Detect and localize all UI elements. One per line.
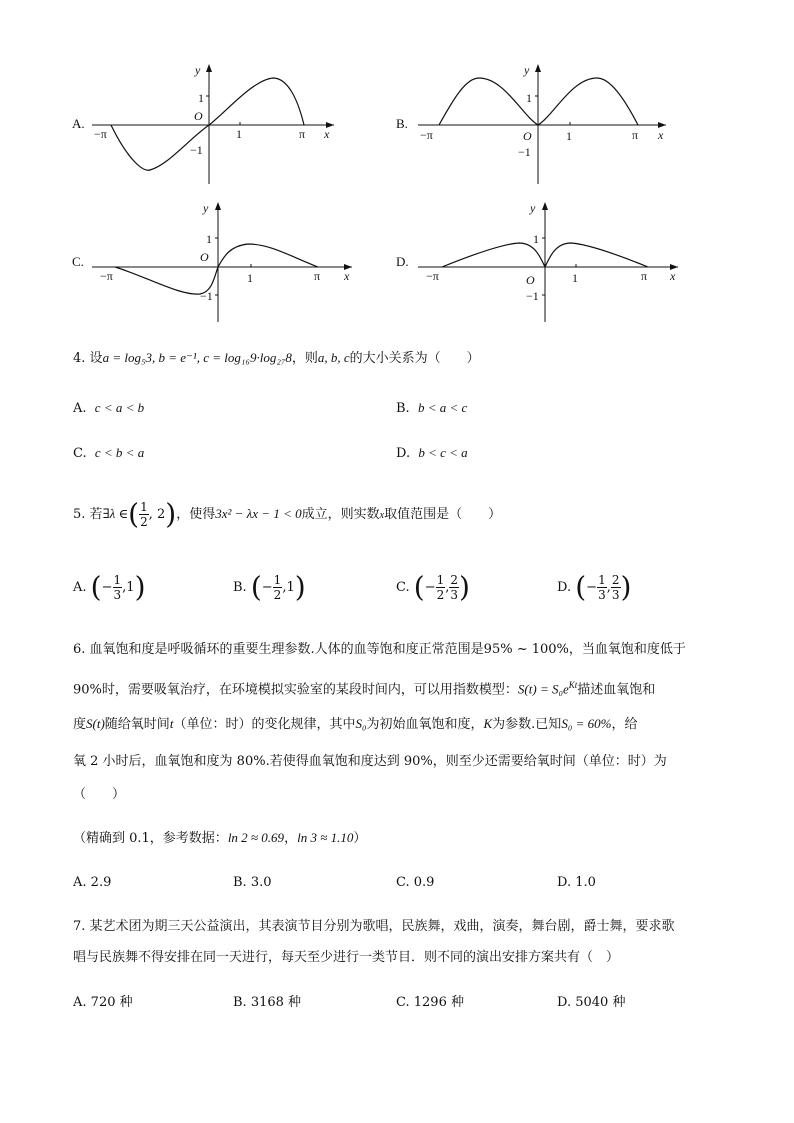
graph-b-origin: O: [523, 129, 532, 143]
q6-option-b[interactable]: B. 3.0: [233, 875, 272, 890]
q6-option-a[interactable]: A. 2.9: [73, 875, 112, 890]
q6-line-3: 度S(t)随给氧时间t（单位：时）的变化规律，其中S₀为初始血氧饱和度，K为参数.已知S₀ = 60%，给: [73, 716, 638, 732]
graph-a-negpi: −π: [94, 127, 107, 141]
graph-c-one: 1: [247, 271, 253, 285]
q5-option-a[interactable]: A. (− $\frac{1}{3}$ ,1): [73, 570, 146, 604]
q4-option-a-label: A.: [73, 401, 87, 416]
graph-b-y: y: [524, 63, 530, 77]
graph-a-curve: [111, 78, 304, 170]
graph-a-y: y: [195, 63, 201, 77]
q5-suffix2: 取值范围是（ ）: [384, 507, 502, 522]
q6-option-c[interactable]: C. 0.9: [396, 875, 435, 890]
graph-d-ypos: 1: [533, 232, 539, 246]
q4-prefix: 设: [89, 351, 103, 366]
q7-option-c[interactable]: C. 1296 种: [396, 995, 464, 1010]
q5-option-a-sign: −: [101, 580, 113, 595]
graph-b-one: 1: [566, 129, 572, 143]
graph-b-yneg: −1: [518, 145, 531, 159]
graph-b-label: B.: [396, 116, 408, 131]
q4-option-a[interactable]: [73, 398, 144, 419]
q5-suffix: 成立，则实数: [301, 507, 380, 522]
q6-line-5: （ ）: [73, 787, 126, 802]
q7-option-a[interactable]: A. 720 种: [73, 995, 133, 1010]
q5-option-b-sign: −: [261, 580, 273, 595]
q5-option-b-frac: $\frac{1}{2}$: [273, 573, 282, 602]
graph-a-label: A.: [72, 116, 85, 131]
graph-b-negpi: −π: [420, 128, 433, 142]
graph-d: [414, 198, 684, 323]
q5-option-c-sign: −: [424, 580, 436, 595]
q5-option-a-label: A.: [73, 580, 87, 595]
q6-line-4: 氧 2 小时后，血氧饱和度为 80%.若使得血氧饱和度达到 90%，则至少还需要给氧时间（单位：时）为: [73, 754, 667, 769]
q4-number: 4.: [73, 351, 86, 366]
q4-option-d-label: D.: [396, 446, 411, 461]
q5-option-c-frac-a: $\frac{1}{2}$: [436, 573, 445, 602]
q4-option-b[interactable]: [396, 398, 467, 419]
q6-note: （精确到 0.1，参考数据：ln 2 ≈ 0.69，ln 3 ≈ 1.10）: [73, 830, 367, 846]
q5-option-c[interactable]: C. (− $\frac{1}{2}$ , $\frac{2}{3}$ ): [396, 570, 470, 604]
q5-mid: ，使得: [176, 507, 216, 522]
q4-option-b-label: B.: [396, 401, 410, 416]
graph-b-x: x: [658, 128, 664, 142]
q7-option-d[interactable]: D. 5040 种: [557, 995, 626, 1010]
q5-exists: ∃λ ∈: [102, 506, 129, 521]
graph-c-pi: π: [314, 269, 321, 283]
graph-d-x: x: [670, 269, 676, 283]
q5-option-c-frac-b: $\frac{2}{3}$: [450, 573, 459, 602]
q5-interval-low: $\frac{1}{2}$: [140, 500, 148, 529]
q4-math: a = log₅3, b = e⁻¹, c = log₁₆9·log₂₇8: [102, 350, 292, 365]
q5-option-d[interactable]: D. (− $\frac{1}{3}$ , $\frac{2}{3}$ ): [557, 570, 632, 604]
q4-suffix: 的大小关系为（ ）: [349, 351, 480, 366]
graph-c-x: x: [344, 269, 350, 283]
graph-c-origin: O: [200, 250, 209, 264]
q5-option-b[interactable]: B. (− $\frac{1}{2}$ ,1): [233, 570, 306, 604]
q6-line-2: 90%时，需要吸氧治疗，在环境模拟实验室的某段时间内，可以用指数模型：$S(t) = S_0e^{Kt}$描述血氧饱和: [73, 680, 656, 698]
q5-option-d-frac-a: $\frac{1}{3}$: [598, 573, 606, 602]
q5-option-b-upper: ,1: [282, 580, 295, 595]
graph-c-ypos: 1: [206, 232, 212, 246]
q4-option-a-text: c < a < b: [94, 400, 145, 415]
q7-option-b[interactable]: B. 3168 种: [233, 995, 302, 1010]
graph-a-pi: π: [299, 127, 306, 141]
graph-b-ypos: 1: [526, 91, 532, 105]
q6-model: S(t) = S₀e: [517, 681, 569, 697]
q5-prefix: 若: [89, 507, 103, 522]
graph-d-y: y: [530, 201, 536, 215]
graph-c-curve: [115, 244, 321, 294]
graph-a-origin: O: [194, 109, 203, 123]
graph-c-y: y: [203, 201, 209, 215]
graph-c-label: C.: [72, 254, 84, 269]
graph-d-pi: π: [641, 269, 648, 283]
q4-option-d-text: b < c < a: [418, 445, 468, 460]
q6-line-1: 6. 血氧饱和度是呼吸循环的重要生理参数.人体的血等饱和度正常范围是95% ~ 100%，当血氧饱和度低于: [73, 642, 686, 657]
graph-c: [90, 198, 360, 323]
graph-d-origin: O: [526, 273, 535, 287]
q7-line-1: 7. 某艺术团为期三天公益演出，其表演节目分别为歌唱，民族舞，戏曲，演奏，舞台剧，爵士舞，要求歌: [73, 919, 675, 934]
q4-option-d[interactable]: [396, 443, 468, 464]
graph-c-yneg: −1: [200, 289, 213, 303]
graph-a-x: x: [324, 127, 330, 141]
q4-vars: a, b, c: [317, 350, 350, 365]
q4-option-c-label: C.: [73, 446, 87, 461]
graph-d-yneg: −1: [526, 289, 539, 303]
q5-interval-high: , 2: [148, 507, 166, 522]
graph-d-negpi: −π: [426, 269, 439, 283]
q4-stem: [73, 348, 480, 369]
graph-a-ypos: 1: [198, 91, 204, 105]
graph-b: [414, 60, 674, 185]
graph-a-one: 1: [236, 127, 242, 141]
graph-b-pi: π: [632, 128, 639, 142]
q5-stem: 5. 若∃λ ∈( $\frac{1}{2}$ , 2)，使得3x² − λx − 1 < 0成立，则实数x取值范围是（ ）: [73, 497, 502, 531]
q5-inequality: 3x² − λx − 1 < 0: [215, 506, 302, 521]
graph-d-label: D.: [396, 254, 409, 269]
q5-option-a-frac: $\frac{1}{3}$: [113, 573, 122, 602]
q5-option-c-label: C.: [396, 580, 410, 595]
q5-option-d-sign: −: [586, 580, 598, 595]
graph-a: [88, 60, 348, 185]
q4-option-c-text: c < b < a: [94, 445, 145, 460]
graph-a-yneg: −1: [190, 143, 203, 157]
q5-number: 5.: [73, 507, 86, 522]
graph-c-negpi: −π: [100, 269, 113, 283]
q6-option-d[interactable]: D. 1.0: [557, 875, 596, 890]
q5-option-d-label: D.: [557, 580, 572, 595]
q7-line-2: 唱与民族舞不得安排在同一天进行，每天至少进行一类节目．则不同的演出安排方案共有（ ）: [73, 950, 620, 965]
q5-option-a-upper: ,1: [122, 580, 135, 595]
q5-option-d-frac-b: $\frac{2}{3}$: [611, 573, 620, 602]
q4-mid: ，则: [291, 351, 318, 366]
q5-var: x: [379, 510, 385, 521]
q5-option-b-label: B.: [233, 580, 247, 595]
graph-d-one: 1: [572, 271, 578, 285]
q4-option-c[interactable]: [73, 443, 144, 464]
q4-option-b-text: b < a < c: [417, 400, 468, 415]
